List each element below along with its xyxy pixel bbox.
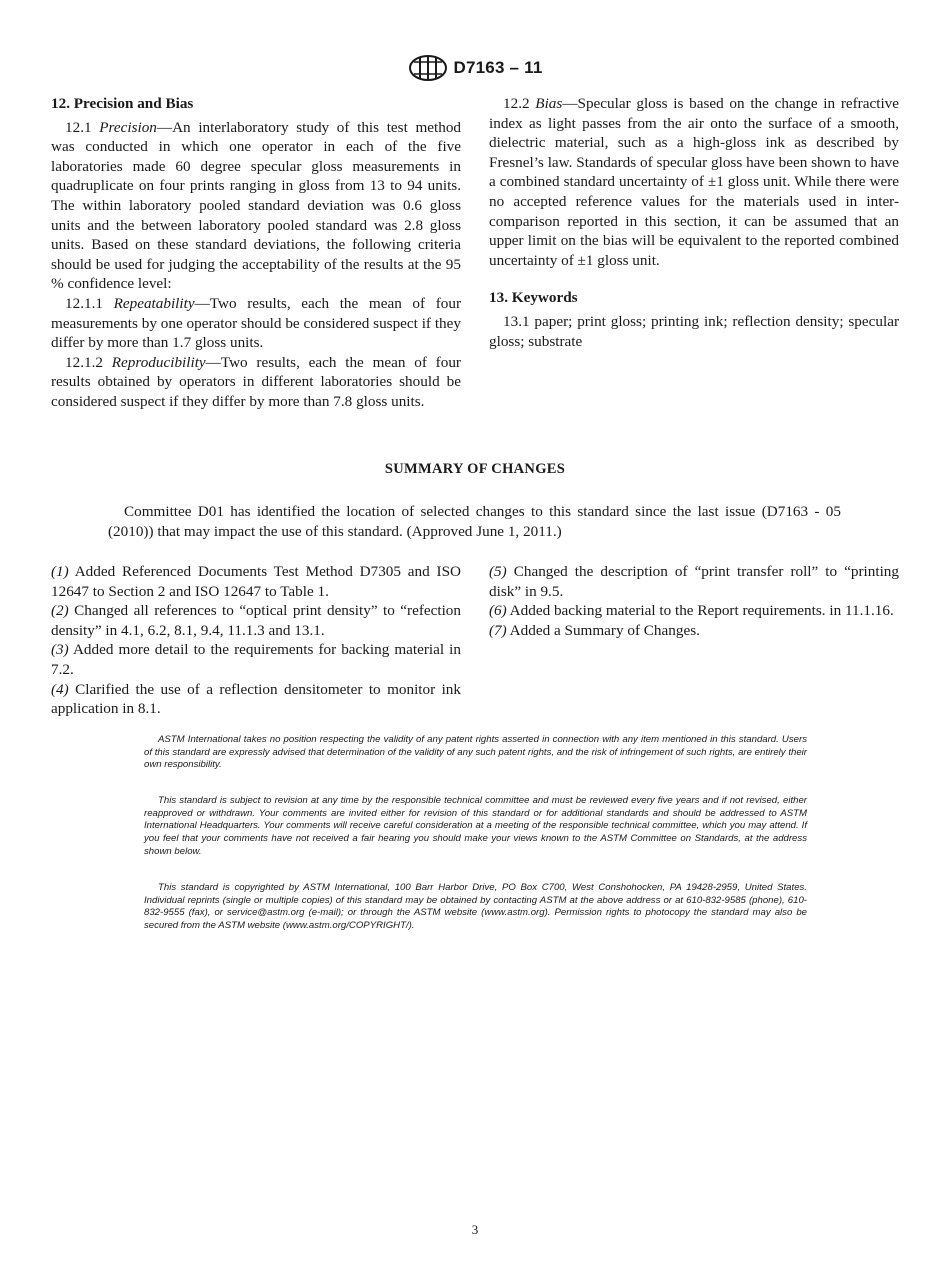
change-text: Added backing material to the Report requirements. in 11.1.16. <box>506 602 894 620</box>
change-text: Added a Summary of Changes. <box>506 621 700 639</box>
summary-of-changes-heading: SUMMARY OF CHANGES <box>384 461 566 477</box>
change-item <box>489 562 899 601</box>
change-number: (6) <box>489 602 507 620</box>
paragraph-text: —Specular gloss is based on the change in refractive index as light passes from the air onto the surface of a smooth, dielectric material, such as a high-gloss ink as described by Fresnel’s law. Standards of specular gloss have been shown to have a combined standard uncertainty of ±1 gloss unit. While there were no accepted reference values for the materials used in inter-comparison reported in this section, it can be assumed that an upper limit on the bias will be equivalent to the reported combined uncertainty of ±1 gloss unit. <box>489 95 899 269</box>
revision-notice: This standard is subject to revision at any time by the responsible technical committee and must be reviewed every five years and if not revised, either reapproved or withdrawn. Your comments are invited either for revision of this standard or for additional standards and should be addressed to ASTM International Headquarters. Your comments will receive careful consideration at a meeting of the responsible technical committee, which you may attend. If you feel that your comments have not received a fair hearing you should make your views known to the ASTM Committee on Standards, at the address shown below. <box>144 795 807 857</box>
page-number: 3 <box>471 1222 479 1237</box>
right-column <box>489 94 899 351</box>
change-item <box>489 621 899 641</box>
paragraph-number: 12.1 <box>65 118 100 136</box>
standard-designation: D7163 – 11 <box>453 58 543 77</box>
change-text: Added more detail to the requirements for backing material in 7.2. <box>51 641 461 678</box>
change-number: (5) <box>489 563 507 580</box>
term-bias: Bias <box>535 95 563 112</box>
paragraph-12-2 <box>489 94 899 270</box>
left-column <box>51 94 461 412</box>
paragraph-number: 12.1.1 <box>65 294 114 312</box>
change-text: Added Referenced Documents Test Method D7305 and ISO 12647 to Section 2 and ISO 12647 to Table 1. <box>51 563 461 600</box>
change-item <box>51 601 461 640</box>
paragraph-text: —An interlaboratory study of this test method was conducted in which one operator in each of the five laboratories made 60 degree specular gloss measurements in quadruplicate on four prints ranging in gloss from 13 to 94 units. The within laboratory pooled standard deviation was 0.6 gloss units and the between laboratory pooled standard was 2.8 gloss units. Based on these standard deviations, the following criteria should be used for judging the acceptability of the results at the 95 % confidence level: <box>51 118 462 293</box>
astm-logo-icon <box>408 54 448 82</box>
change-number: (2) <box>51 602 69 620</box>
section-12-heading: 12. Precision and Bias <box>51 95 194 112</box>
changes-left-column <box>51 562 461 719</box>
change-text: Changed the description of “print transfer roll” to “printing disk” in 9.5. <box>489 563 899 600</box>
paragraph-12-1 <box>51 118 461 294</box>
paragraph-number: 12.1.2 <box>65 353 112 371</box>
paragraph-text: —Two results, each the mean of four results obtained by operators in different laboratories should be considered suspect if they differ by more than 7.8 gloss units. <box>51 353 461 410</box>
page-header <box>0 54 950 82</box>
paragraph-12-1-2 <box>51 353 461 412</box>
patent-notice: ASTM International takes no position respecting the validity of any patent rights asserted in connection with any item mentioned in this standard. Users of this standard are expressly advised that determination of the validity of any such patent rights, and the risk of infringement of such rights, are entirely their own responsibility. <box>144 734 807 771</box>
change-number: (7) <box>489 621 507 639</box>
term-repeatability: Repeatability <box>113 294 195 312</box>
change-item <box>489 601 899 621</box>
summary-intro: Committee D01 has identified the location of selected changes to this standard since the last issue (D7163 - 05 (2010)) that may impact the use of this standard. (Approved June 1, 2011.) <box>108 503 841 540</box>
paragraph-text: —Two results, each the mean of four measurements by one operator should be considered suspect if they differ by more than 1.7 gloss units. <box>51 294 461 352</box>
section-13-heading: 13. Keywords <box>489 289 578 307</box>
paragraph-number: 12.2 <box>503 95 536 112</box>
change-text: Clarified the use of a reflection densitometer to monitor ink application in 8.1. <box>51 680 461 718</box>
term-precision: Precision <box>99 118 157 136</box>
changes-right-column <box>489 562 899 640</box>
paragraph-13-1: 13.1 paper; print gloss; printing ink; reflection density; specular gloss; substrate <box>489 312 899 350</box>
term-reproducibility: Reproducibility <box>111 353 206 371</box>
change-number: (1) <box>51 563 69 580</box>
change-number: (3) <box>51 641 69 659</box>
paragraph-12-1-1 <box>51 294 461 353</box>
change-item <box>51 680 461 719</box>
change-number: (4) <box>51 680 69 698</box>
change-text: Changed all references to “optical print density” to “refection density” in 4.1, 6.2, 8.1, 9.4, 11.1.3 and 13.1. <box>51 602 461 639</box>
change-item <box>51 640 461 679</box>
copyright-notice: This standard is copyrighted by ASTM International, 100 Barr Harbor Drive, PO Box C700, West Conshohocken, PA 19428-2959, United States. Individual reprints (single or multiple copies) of this standard may be obtained by contacting ASTM at the above address or at 610-832-9585 (phone), 610-832-9555 (fax), or service@astm.org (e-mail); or through the ASTM website (www.astm.org). Permission rights to photocopy the standard may also be secured from the ASTM website (www.astm.org/COPYRIGHT/). <box>144 882 807 932</box>
change-item <box>51 562 461 601</box>
